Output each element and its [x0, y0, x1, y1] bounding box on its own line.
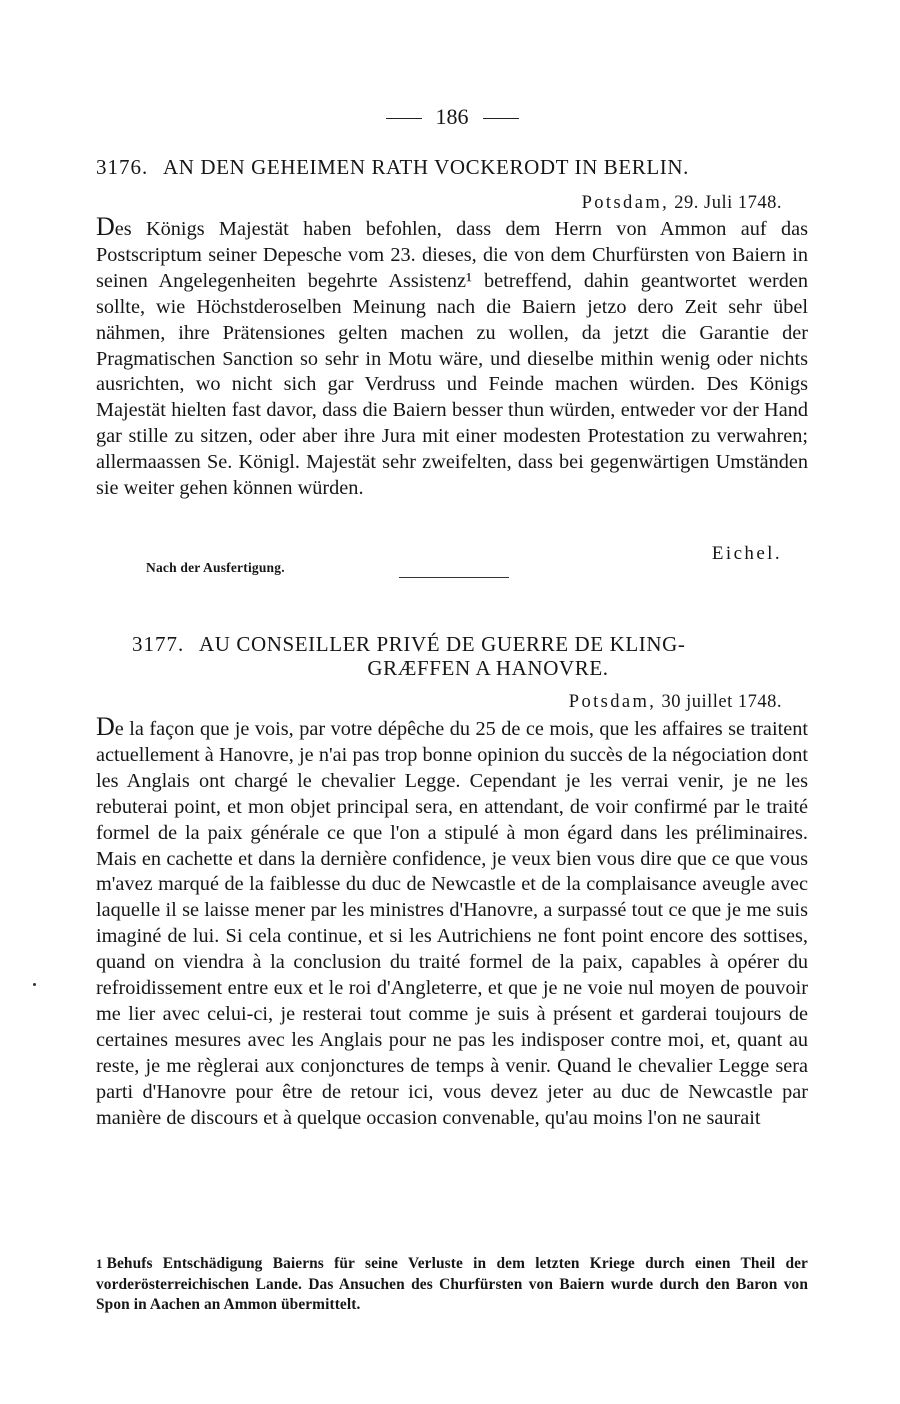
letter-3176-dateline: [582, 193, 782, 214]
letter-3177-place: Potsdam,: [568, 692, 657, 712]
footnote-mark: 1: [96, 1256, 103, 1271]
page-number-dash-left: [386, 118, 422, 119]
letter-3177-body: [96, 712, 808, 1132]
footnote: [96, 1254, 808, 1316]
letter-3177-initial: D: [96, 712, 115, 741]
letter-3176-initial: D: [96, 212, 115, 241]
stray-ink-dot: [33, 983, 36, 986]
letter-3177-text: e la façon que je vois, par votre dépêche du 25 de ce mois, que les affaires se traitent actuellement à Hanovre, je n'ai pas trop bonne opinion du succès de la négociation dont les Anglais ont chargé le chevalier Legge. Cependant je les verrai venir, je ne les rebuterai point, et mon objet principal sera, en attendant, de voir confirmé par le traité formel de la paix générale ce que l'on a stipulé à mon égard dans les préliminaires. Mais en cachette et dans la dernière confidence, je veux bien vous dire que ce que vous m'avez marqué de la faiblesse du duc de Newcastle et de la complaisance aveugle avec laquelle il se laisse mener par les ministres d'Hanovre, a surpassé tout ce que je me suis imaginé de lui. Si cela continue, et si les Autrichiens ne font point encore des sottises, quand on viendra à la conclusion du traité formel de la paix, capables à opérer du refroidissement entre eux et le roi d'Angleterre, et que je ne voie nul moyen de pouvoir me lier avec celui-ci, je resterai tout comme je suis à présent et garderai toujours de certaines mesures avec les Anglais pour ne pas les indisposer contre moi, et, quant au reste, je me règlerai aux conjonctures de temps à venir. Quand le chevalier Legge sera parti d'Hanovre pour être de retour ici, vous devez jeter au duc de Newcastle par manière de discours et à quelque occasion convenable, qu'au moins l'on ne saurait: [96, 718, 808, 1129]
page-number-dash-right: [483, 118, 519, 119]
letter-3176-heading: [96, 154, 808, 181]
section-separator: [399, 577, 509, 578]
letter-3176-text: es Königs Majestät haben befohlen, dass dem Herrn von Ammon auf das Postscriptum seiner Depesche vom 23. dieses, die von dem Churfürsten von Baiern in seinen Angelegenheiten begehrte Assistenz¹ betreffend, dahin geantwortet werden sollte, wie Höchstderoselben Meinung nach die Baiern jetzo dero Zeit sehr übel nähmen, ihre Prätensiones gelten machen zu wollen, da jetzt die Garantie der Pragmatischen Sanction so sehr in Motu wäre, und dieselbe mithin wenig oder nichts ausrichten, wo nicht sich gar Verdruss und Feinde machen würden. Des Königs Majestät hielten fast davor, dass die Baiern besser thun würden, entweder vor der Hand gar stille zu sitzen, oder aber ihre Jura mit einer modesten Protestation zu verwahren; allermaassen Se. Königl. Majestät sehr zweifelten, dass bei gegenwärtigen Umständen sie weiter gehen können würden.: [96, 218, 808, 500]
footnote-text: Behufs Entschädigung Baierns für seine Verluste in dem letzten Kriege durch einen Theil der vorderösterreichischen Lande. Das Ansuchen des Churfürsten von Baiern wurde durch den Baron von Spon in Aachen an Ammon übermittelt.: [96, 1255, 808, 1314]
letter-3177-title-line1: AU CONSEILLER PRIVÉ DE GUERRE DE KLING-: [198, 632, 686, 656]
letter-3177-number: 3177.: [132, 632, 185, 656]
letter-3177-title-line2: GRÆFFEN A HANOVRE.: [367, 656, 609, 680]
letter-3176-date: 29. Juli 1748.: [674, 193, 782, 213]
letter-3176-title: AN DEN GEHEIMEN RATH VOCKERODT IN BERLIN.: [162, 155, 689, 179]
letter-3176-body: [96, 212, 808, 502]
letter-3176-signature: Eichel.: [711, 543, 782, 564]
document-page: [96, 0, 808, 1404]
letter-3177-heading-line2: [132, 655, 844, 682]
letter-3177-date: 30 juillet 1748.: [661, 692, 782, 712]
letter-3176-number: 3176.: [96, 155, 149, 179]
page-number: [96, 104, 808, 130]
page-number-text: 186: [435, 104, 469, 129]
letter-3176-source: Nach der Ausfertigung.: [146, 560, 285, 575]
letter-3177-heading-line1: [96, 631, 808, 658]
letter-3176-place: Potsdam,: [581, 193, 670, 213]
letter-3177-dateline: [569, 692, 782, 713]
